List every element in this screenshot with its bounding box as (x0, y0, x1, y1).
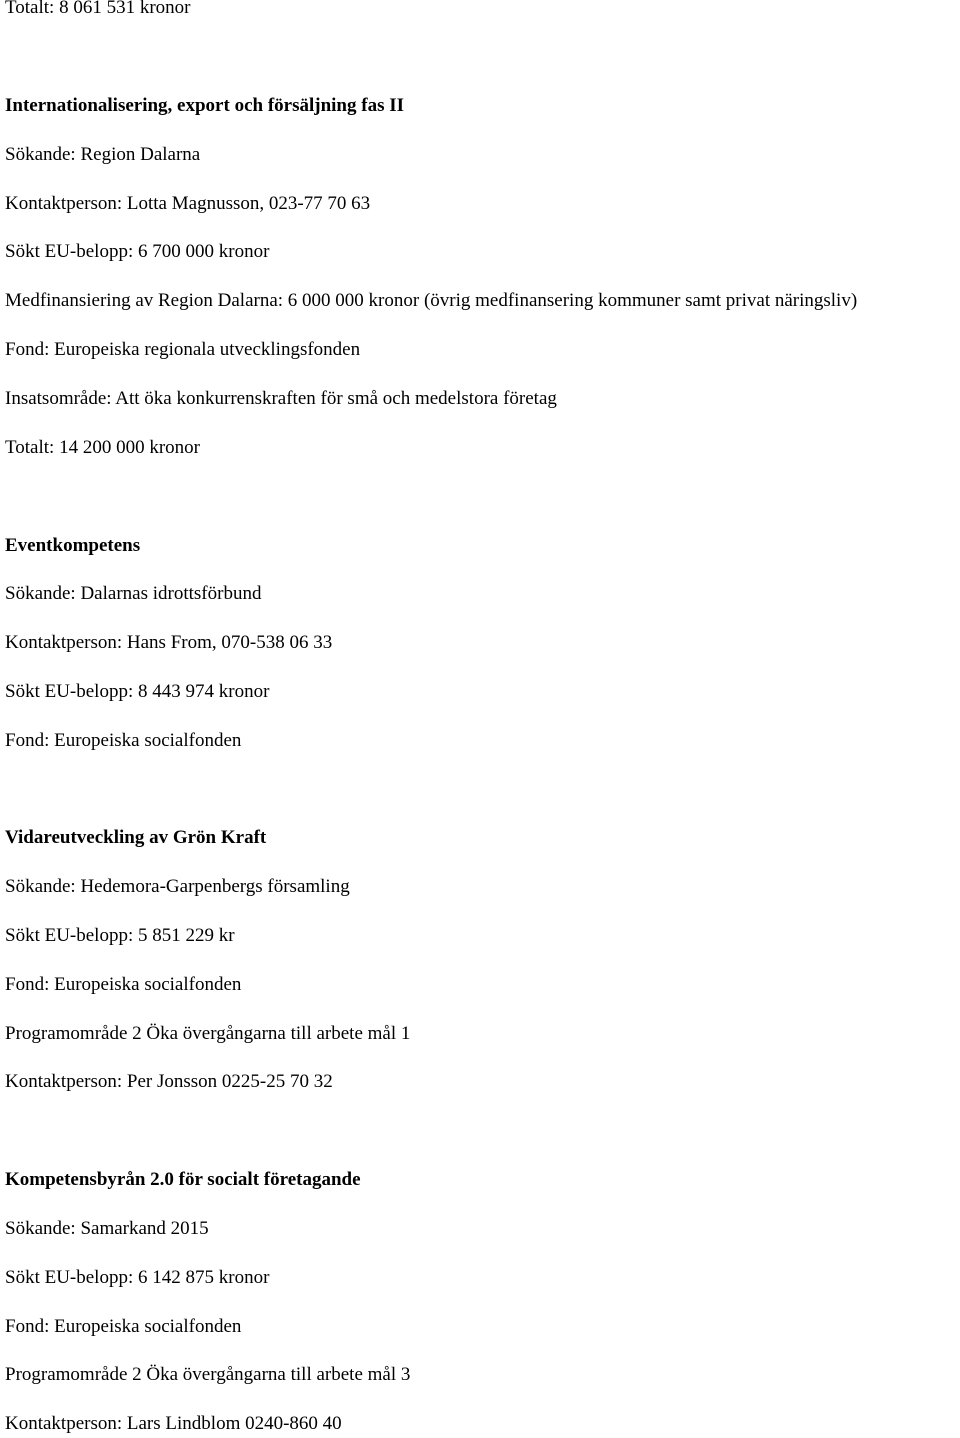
priority-area: Insatsområde: Att öka konkurrenskraften för små och medelstora företag (5, 388, 557, 409)
applicant: Sökande: Samarkand 2015 (5, 1218, 209, 1239)
fund: Fond: Europeiska socialfonden (5, 1316, 242, 1337)
applicant: Sökande: Dalarnas idrottsförbund (5, 583, 262, 604)
total: Totalt: 14 200 000 kronor (5, 437, 200, 458)
fund: Fond: Europeiska socialfonden (5, 974, 242, 995)
fund: Fond: Europeiska regionala utvecklingsfonden (5, 339, 361, 360)
contact-person: Kontaktperson: Hans From, 070-538 06 33 (5, 632, 333, 653)
contact-person: Kontaktperson: Lotta Magnusson, 023-77 70 63 (5, 193, 371, 214)
eu-amount: Sökt EU-belopp: 8 443 974 kronor (5, 681, 270, 702)
fund: Fond: Europeiska socialfonden (5, 730, 242, 751)
project-title: Vidareutveckling av Grön Kraft (5, 827, 267, 848)
project-title: Kompetensbyrån 2.0 för socialt företagande (5, 1169, 361, 1190)
applicant: Sökande: Hedemora-Garpenbergs församling (5, 876, 350, 897)
applicant: Sökande: Region Dalarna (5, 144, 201, 165)
contact-person: Kontaktperson: Lars Lindblom 0240-860 40 (5, 1413, 342, 1434)
program-area: Programområde 2 Öka övergångarna till arbete mål 1 (5, 1023, 411, 1044)
eu-amount: Sökt EU-belopp: 5 851 229 kr (5, 925, 235, 946)
project-title: Eventkompetens (5, 535, 141, 556)
project-title: Internationalisering, export och försäljning fas II (5, 95, 404, 116)
program-area: Programområde 2 Öka övergångarna till arbete mål 3 (5, 1364, 411, 1385)
eu-amount: Sökt EU-belopp: 6 142 875 kronor (5, 1267, 270, 1288)
intro-total: Totalt: 8 061 531 kronor (5, 0, 191, 18)
co-financing: Medfinansiering av Region Dalarna: 6 000 000 kronor (övrig medfinansering kommuner samt privat näringsliv) (5, 290, 858, 311)
contact-person: Kontaktperson: Per Jonsson 0225-25 70 32 (5, 1071, 333, 1092)
eu-amount: Sökt EU-belopp: 6 700 000 kronor (5, 241, 270, 262)
